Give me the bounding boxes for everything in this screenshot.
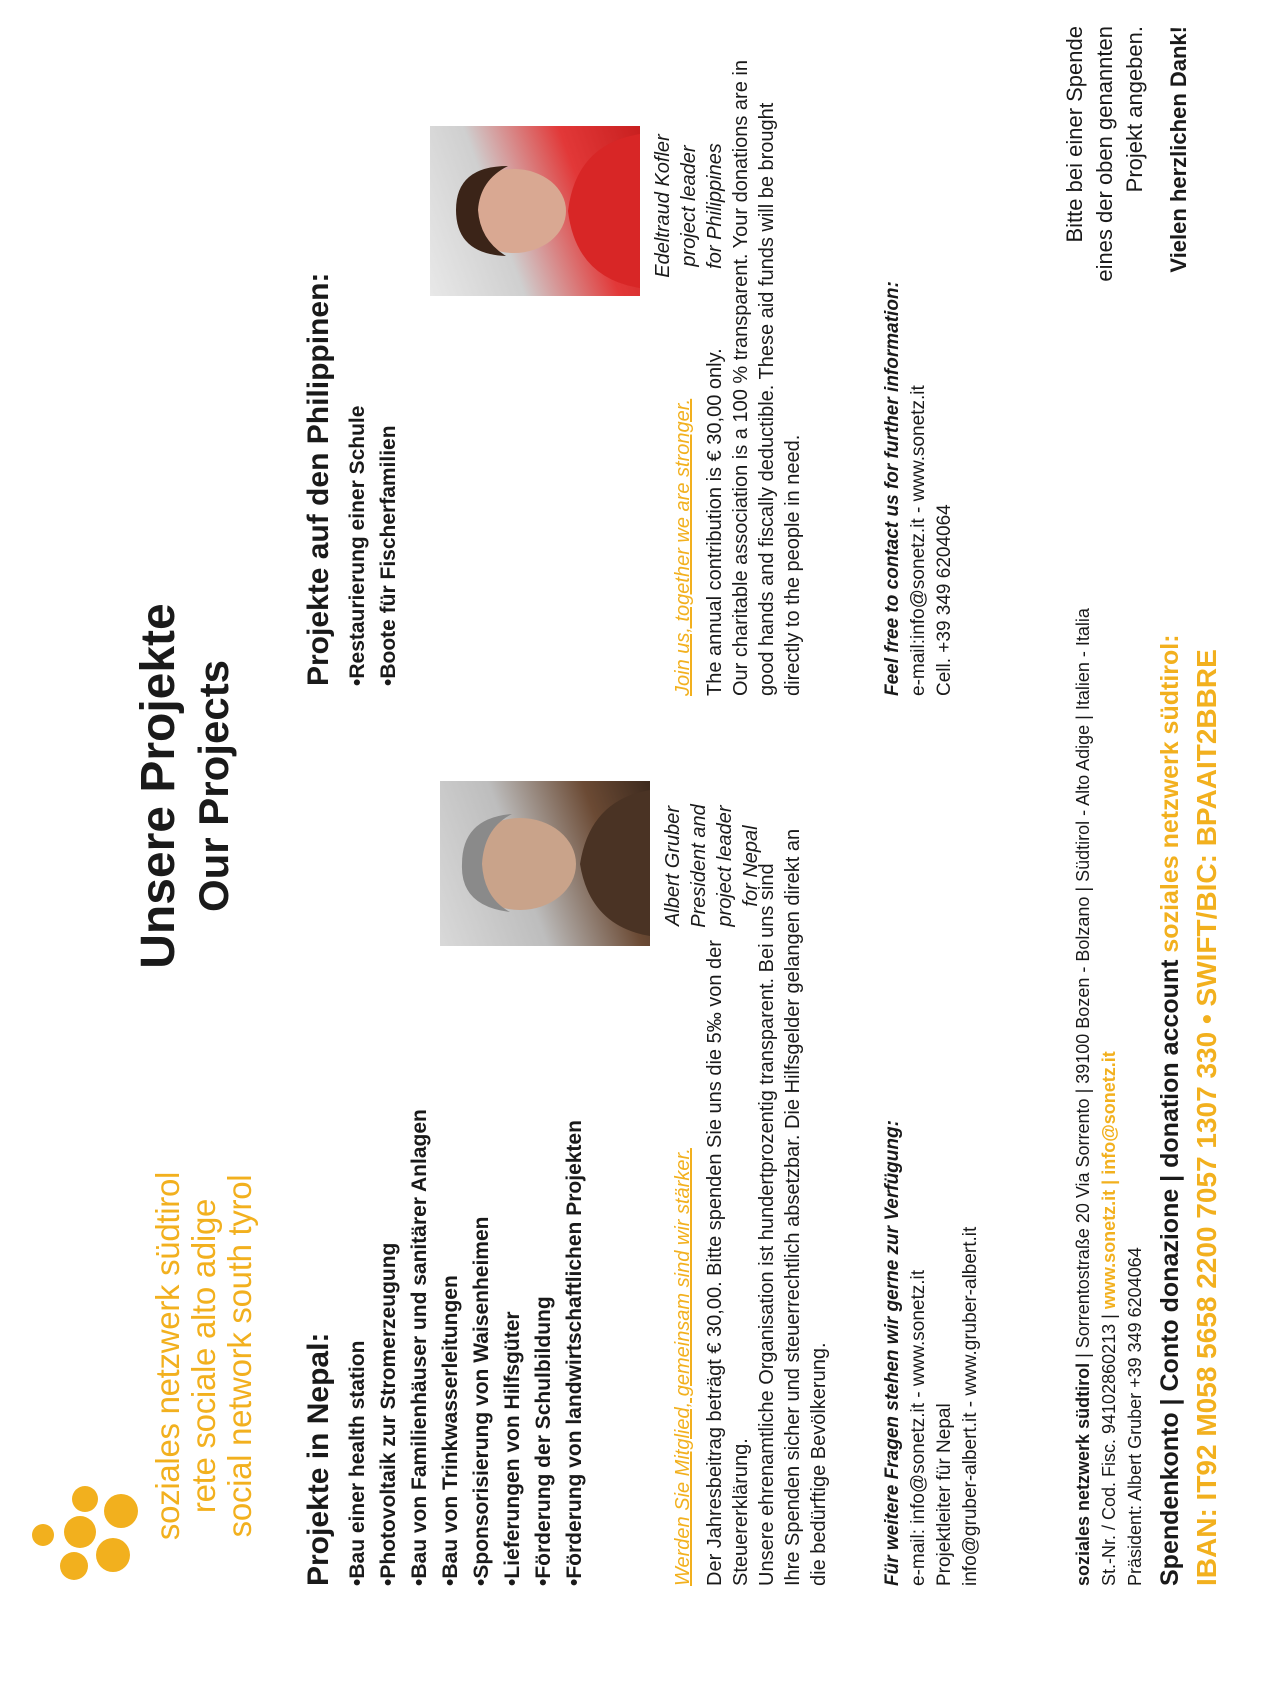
logo-dot: [96, 1538, 130, 1572]
list-item: • Lieferungen von Hilfsgüter: [497, 926, 528, 1586]
org-name-de: soziales netzwerk südtirol: [149, 1171, 186, 1541]
footer-donation-org: soziales netzwerk südtirol:: [1156, 634, 1184, 953]
list-item: • Photovoltaik zur Stromerzeugung: [373, 926, 404, 1586]
caption-role: project leader: [714, 805, 736, 927]
logo-dot: [72, 1486, 98, 1512]
footer-iban: IBAN: IT92 M058 5658 2200 7057 1307 330 • SWIFT/BIC: BPAAIT2BBRE: [1191, 649, 1222, 1586]
thanks-text: Vielen herzlichen Dank!: [1166, 26, 1191, 273]
contact-en: [880, 96, 958, 696]
portrait-icon: [440, 781, 650, 946]
footer-org-name: soziales netzwerk südtirol: [1073, 1362, 1093, 1586]
contact-email-en[interactable]: e-mail:info@sonetz.it - www.sonetz.it: [908, 385, 929, 696]
footer-donation: [1152, 366, 1188, 1586]
donation-note: [1060, 26, 1194, 306]
footer: [1070, 366, 1226, 1586]
membership-heading-en: Join us, together we are stronger.: [672, 398, 694, 696]
nepal-heading: Projekte in Nepal:: [302, 1332, 335, 1586]
list-item: • Bau von Familienhäuser und sanitärer Anlagen: [404, 926, 435, 1586]
logo-dot: [60, 1552, 88, 1580]
caption-name: Edeltraud Kofler: [652, 134, 674, 278]
footer-donation-label: Spendenkonto | Conto donazione | donation account: [1156, 959, 1184, 1586]
org-name-en: social network south tyrol: [221, 1174, 258, 1538]
list-item: • Boote für Fischerfamilien: [373, 46, 404, 686]
membership-text-en: Our charitable association is a 100 % transparent. Your donations are in good hands and fiscally deductible. These aid funds will be brought directly to the people in need.: [730, 60, 804, 696]
philippines-projects: [300, 46, 404, 686]
donation-note-line: Bitte bei einer Spende: [1062, 26, 1087, 243]
donation-note-line: Projekt angeben.: [1122, 26, 1147, 193]
title-en: Our Projects: [190, 659, 237, 913]
membership-text-en: The annual contribution is € 30,00 only.: [704, 348, 726, 696]
logo-dot: [104, 1494, 138, 1528]
list-item: • Bau von Trinkwasserleitungen: [435, 926, 466, 1586]
portrait-icon: [430, 126, 640, 296]
membership-de: [670, 826, 832, 1586]
page-title: [130, 526, 240, 1046]
contact-phone-en: Cell. +39 349 6204064: [934, 504, 955, 696]
list-item: • Sponsorisierung von Waisenheimen: [466, 926, 497, 1586]
title-de: Unsere Projekte: [132, 603, 185, 969]
philippines-list: [342, 46, 404, 686]
list-item: • Bau einer health station: [342, 926, 373, 1586]
nepal-list: [342, 926, 590, 1586]
caption-role: President and: [688, 804, 710, 928]
contact-heading-de: Für weitere Fragen stehen wir gerne zur Verfügung:: [882, 1120, 903, 1586]
nepal-projects: [300, 926, 590, 1586]
org-names: [150, 1136, 258, 1576]
donation-note-line: eines der oben genannten: [1092, 26, 1117, 282]
membership-text-de: Unsere ehrenamtliche Organisation ist hundertprozentig transparent. Bei uns sind Ihre Spenden sicher und steuerrechtlich absetzbar. Die Hilfsgelder gelangen direkt an die bedürftige Bevölkerung.: [756, 828, 830, 1586]
logo-dot: [32, 1524, 54, 1546]
footer-address: [1070, 366, 1096, 1586]
photo-edeltraud-kofler: [430, 126, 640, 296]
philippines-heading: Projekte auf den Philippinen:: [302, 272, 335, 686]
footer-tax-number: St.-Nr. / Cod. Fisc. 94102860213 |: [1099, 1314, 1119, 1586]
logo-dot: [64, 1516, 96, 1548]
list-item: • Förderung von landwirtschaftlichen Projekten: [559, 926, 590, 1586]
list-item: • Förderung der Schulbildung: [528, 926, 559, 1586]
contact-role-de: Projektleiter für Nepal: [934, 1403, 955, 1586]
contact-email-de[interactable]: e-mail: info@sonetz.it - www.sonetz.it: [908, 1269, 929, 1586]
caption-role: for Philippines: [704, 143, 726, 269]
contact-email-gruber[interactable]: info@gruber-albert.it - www.gruber-albert.it: [960, 1226, 981, 1586]
caption-role: for Nepal: [740, 825, 762, 907]
footer-web-link[interactable]: www.sonetz.it | info@sonetz.it: [1099, 1051, 1119, 1310]
caption-role: project leader: [678, 145, 700, 267]
membership-text-de: Der Jahresbeitrag beträgt € 30,00. Bitte spenden Sie uns die 5‰ von der Steuererklärung.: [704, 940, 752, 1586]
footer-tax: [1096, 366, 1122, 1586]
caption-name: Albert Gruber: [662, 805, 684, 927]
contact-heading-en: Feel free to contact us for further information:: [882, 281, 903, 696]
footer-president: Präsident: Albert Gruber +39 349 6204064: [1125, 1247, 1145, 1586]
footer-address-text: | Sorrentostraße 20 Via Sorrento | 39100 Bozen - Bolzano | Südtirol - Alto Adige | Italien - Italia: [1073, 608, 1093, 1358]
membership-en: [670, 36, 806, 696]
contact-de: [880, 886, 984, 1586]
membership-heading-de: Werden Sie Mitglied, gemeinsam sind wir stärker.: [672, 1148, 694, 1586]
list-item: • Restaurierung einer Schule: [342, 46, 373, 686]
dots-logo-icon: [30, 1476, 140, 1586]
org-name-it: rete sociale alto adige: [185, 1198, 222, 1514]
photo-albert-gruber: [440, 781, 650, 946]
